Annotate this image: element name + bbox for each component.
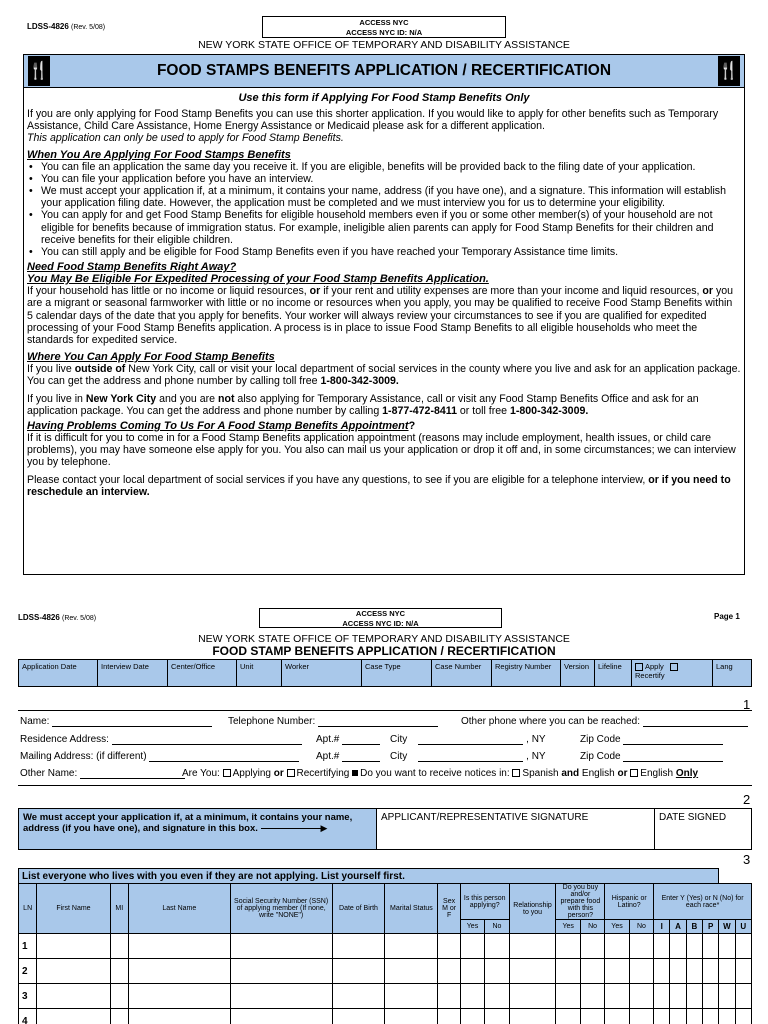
office-use-row [18,659,752,687]
access-nyc-label: ACCESS NYC [359,18,409,27]
mailing-zip-row: Zip Code [580,751,723,762]
mailing-city-row: City , NY [390,751,546,762]
registry-number-cell: Registry Number [492,660,561,686]
col-last-name: Last Name [128,884,230,934]
household-table-wrap [18,868,752,1024]
col-buy-no: No [580,920,604,934]
case-type-cell: Case Type [362,660,432,686]
english-only-checkbox[interactable] [630,769,638,777]
table-row: 3 [19,984,752,1009]
residence-row: Residence Address: [20,734,302,745]
form-revision: (Rev. 5/08) [71,24,106,31]
form-number: LDSS-4826 [27,22,69,31]
mailing-apt-row: Apt.# [316,751,380,762]
col-ssn: Social Security Number (SSN) of applying member (If none, write "NONE") [230,884,332,934]
when-applying-heading: When You Are Applying For Food Stamps Benefits [27,148,291,161]
col-dob: Date of Birth [332,884,385,934]
residence-zip-row: Zip Code [580,734,723,745]
list-item: • You can file your application before you have an interview. [27,173,741,185]
title-bar [23,54,745,88]
mailing-apt-field[interactable] [342,752,380,762]
page1-access-nyc-box: ACCESS NYC ACCESS NYC ID: N/A [259,608,502,628]
need-right-away-heading: Need Food Stamp Benefits Right Away? [27,261,237,274]
notices-bullet-icon [352,770,358,776]
col-applying-no: No [485,920,509,934]
outside-nyc-text: If you live outside of New York City, call or visit your local department of social services in the county where you live and ask for an application package. You can get the address and phone number by calling toll free 1-800-342-3009. [27,363,741,388]
table-row: 1 [19,934,752,959]
intro-text: If you are only applying for Food Stamp Benefits you can use this shorter application. If you would like to apply for other benefits such as Temporary Assistance, Child Care Assistance, Home Energy Assistance or Medicaid please ask for a different application. [27,108,719,133]
expedited-heading: You May Be Eligible For Expedited Processing of your Food Stamp Benefits Application. [27,273,489,286]
other-name-field[interactable] [80,769,185,779]
mailing-address-field[interactable] [149,752,299,762]
agency-name: NEW YORK STATE OFFICE OF TEMPORARY AND DISABILITY ASSISTANCE [198,39,570,51]
col-mi: MI [110,884,128,934]
arrow-right-icon [261,828,321,829]
interview-date-cell: Interview Date [98,660,168,686]
list-item: • You can file an application the same day you receive it. If you are eligible, benefits will be provided back to the filing date of your application. [27,161,741,173]
col-buy-prepare: Do you buy and/or prepare food with this person? [556,884,605,920]
expedited-text: If your household has little or no income or liquid resources, or if your rent and utility expenses are more than your income and liquid resources, or you are a migrant or seasonal farmworker with little or no income or resources when you apply, you may be qualified to receive Food Stamp Benefits within 5 calendar days of the date that you apply for benefits. Your worker will always review your circumstances to see if you are qualified for expedited processing of your Food Stamp Benefits application. A process is in place to issue Food Stamp Benefits to all eligible households who meet the standards for expedited service. [27,285,734,347]
recertifying-checkbox[interactable] [287,769,295,777]
col-sex: Sex M or F [438,884,460,934]
col-race: Enter Y (Yes) or N (No) for each race* [654,884,752,920]
form-id [27,22,105,31]
lang-cell: Lang [716,662,733,671]
phone-row: Telephone Number: [228,716,438,727]
date-signed-field[interactable]: DATE SIGNED [659,812,727,823]
name-field[interactable] [52,717,212,727]
lifeline-cell: Lifeline [595,660,632,686]
version-cell: Version [561,660,595,686]
household-heading: List everyone who lives with you even if they are not applying. List yourself first. [19,869,719,884]
applying-checkbox[interactable] [223,769,231,777]
apply-recertify-cell: Apply Recertify [632,660,713,686]
case-number-cell: Case Number [432,660,492,686]
food-stamp-logo-icon: 🍴 [718,56,740,86]
unit-cell: Unit [237,660,282,686]
food-stamp-logo-icon: 🍴 [28,56,50,86]
page1-form-id: LDSS-4826 (Rev. 5/08) [18,613,97,622]
section-number: 3 [743,852,751,867]
col-first-name: First Name [37,884,110,934]
residence-city-row: City , NY [390,734,546,745]
telephone-field[interactable] [318,717,438,727]
other-phone-field[interactable] [643,717,748,727]
info-subtitle: Use this form if Applying For Food Stamp Benefits Only [238,92,530,104]
page1-agency: NEW YORK STATE OFFICE OF TEMPORARY AND DISABILITY ASSISTANCE [198,633,570,645]
section1-bottom-divider [18,785,752,786]
page-title: FOOD STAMPS BENEFITS APPLICATION / RECERTIFICATION [156,62,612,79]
col-race-u: U [735,920,751,934]
col-hispanic-yes: Yes [605,920,629,934]
other-phone-row: Other phone where you can be reached: [461,716,748,727]
application-date-cell: Application Date [19,660,98,686]
col-race-a: A [670,920,686,934]
name-row: Name: [20,716,212,727]
col-race-p: P [702,920,718,934]
col-hispanic: Hispanic or Latino? [605,884,654,920]
must-accept-note: We must accept your application if, at a minimum, it contains your name, address (if you have one), and signature in this box. ▶ [19,809,377,849]
access-nyc-id: ACCESS NYC ID: N/A [345,27,423,37]
residence-apt-field[interactable] [342,735,380,745]
access-nyc-box [262,16,506,38]
intro-italic-text: This application can only be used to apply for Food Stamp Benefits. [27,132,344,145]
col-race-w: W [719,920,735,934]
col-buy-yes: Yes [556,920,580,934]
signature-field[interactable]: APPLICANT/REPRESENTATIVE SIGNATURE [377,809,655,849]
other-name-row: Other Name: [20,768,185,779]
problems-text: If it is difficult for you to come in for a Food Stamp Benefits application appointment (reasons may include employment, health issues, or child care problems), you may have someone else apply for you. You also can mail us your application or drop it off and, in some circumstances; we can interview you by telephone. [27,432,736,469]
inside-nyc-text: If you live in New York City and you are not also applying for Temporary Assistance, call or visit any Food Stamp Benefits Office and ask for an application package. You can get the address and phone number by calling 1-877-472-8411 or toll free 1-800-342-3009. [27,392,699,417]
residence-city-field[interactable] [418,735,523,745]
worker-cell: Worker [282,660,362,686]
signature-box [18,808,752,850]
page-number: Page 1 [714,612,740,621]
list-item: • You can still apply and be eligible for Food Stamp Benefits even if you have reached your Temporary Assistance time limits. [27,246,741,258]
col-marital: Marital Status [385,884,438,934]
mailing-row: Mailing Address: (if different) [20,751,299,762]
where-to-apply-heading: Where You Can Apply For Food Stamp Benefits [27,351,275,364]
list-item: • We must accept your application if, at a minimum, it contains your name, address (if you have one), and a signature. This information will establish your application filing date. However, the application must be completed and we must interview you for us to determine your eligibility. [27,185,741,209]
spanish-english-checkbox[interactable] [512,769,520,777]
section1-divider [18,710,752,711]
section-number: 2 [743,792,751,807]
are-you-row: Are You: Applying or Recertifying Do you want to receive notices in: Spanish and English or English Only [182,768,699,779]
recertify-checkbox[interactable] [670,663,678,671]
col-applying: Is this person applying? [460,884,509,920]
list-item: • You can apply for and get Food Stamp Benefits for eligible household members even if you or some other member(s) of your household are not eligible for benefits because of immigration status. For example, ineligible alien parents can apply for Food Stamp Benefits for their children and receive benefits for their eligible children. [27,209,741,246]
problems-heading: Having Problems Coming To Us For A Food Stamp Benefits Appointment? [27,420,416,433]
residence-zip-field[interactable] [623,735,723,745]
contact-text: Please contact your local department of social services if you have any questions, to see if you are eligible for a telephone interview, or if you need to reschedule an interview. [27,473,731,498]
section-number: 1 [743,697,751,712]
mailing-zip-field[interactable] [623,752,723,762]
page1-title: FOOD STAMP BENEFITS APPLICATION / RECERTIFICATION [212,644,556,658]
col-race-b: B [686,920,702,934]
col-ln: LN [19,884,37,934]
col-applying-yes: Yes [460,920,484,934]
table-row: 2 [19,959,752,984]
center-office-cell: Center/Office [168,660,237,686]
household-table [18,868,752,1024]
when-applying-list [27,161,741,259]
mailing-city-field[interactable] [418,752,523,762]
table-row: 4 [19,1009,752,1024]
col-relationship: Relationship to you [509,884,556,934]
residence-address-field[interactable] [112,735,302,745]
apply-checkbox[interactable] [635,663,643,671]
col-hispanic-no: No [629,920,653,934]
residence-apt-row: Apt.# [316,734,380,745]
col-race-i: I [654,920,670,934]
info-panel [23,88,745,575]
